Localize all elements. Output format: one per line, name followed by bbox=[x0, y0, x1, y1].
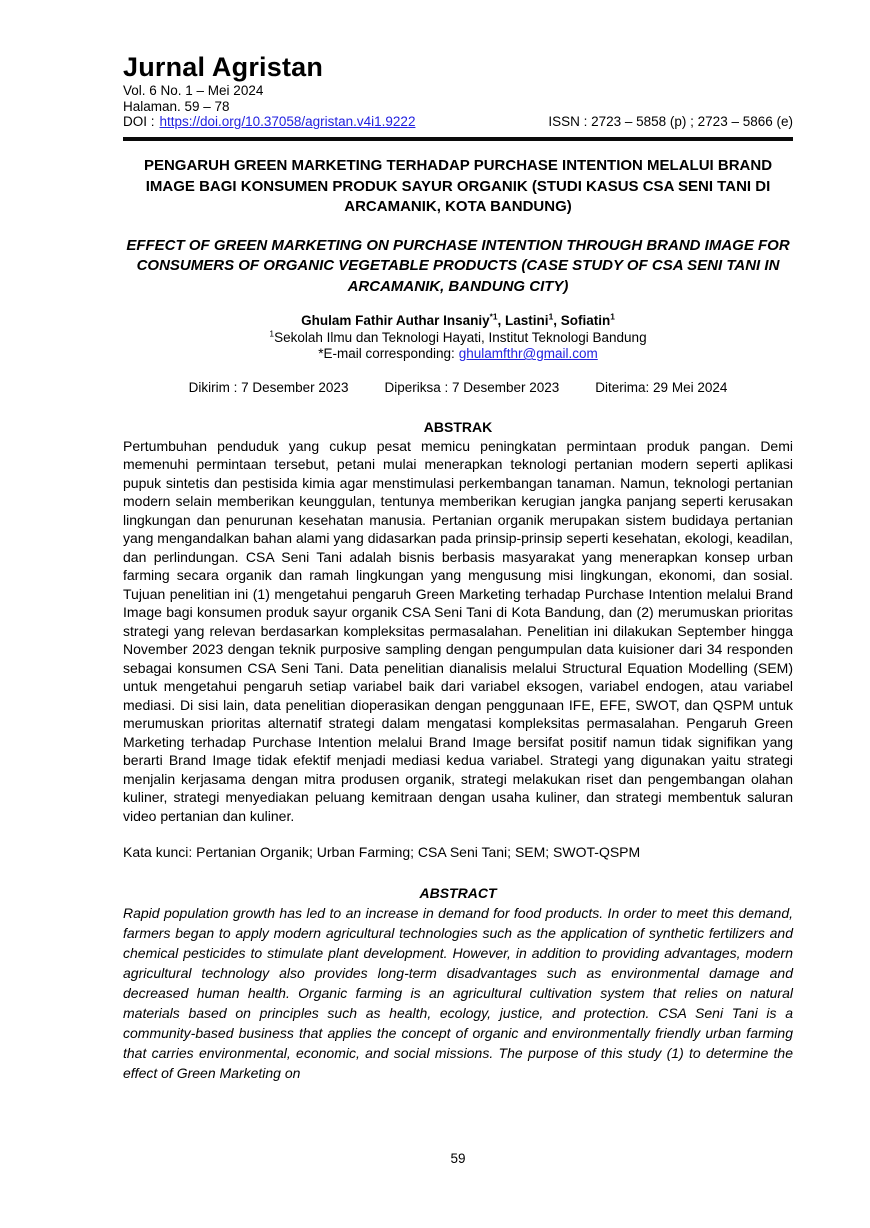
page-range-line: Halaman. 59 – 78 bbox=[123, 98, 230, 114]
email-label: *E-mail corresponding: bbox=[318, 346, 455, 362]
article-dates-row bbox=[123, 380, 793, 396]
date-reviewed: Diperiksa : 7 Desember 2023 bbox=[384, 379, 560, 395]
author-separator: , bbox=[497, 313, 506, 329]
author-separator: , bbox=[553, 313, 561, 329]
date-submitted: Dikirim : 7 Desember 2023 bbox=[188, 379, 349, 395]
author-affiliation-marker: *1 bbox=[489, 311, 498, 322]
corresponding-email-line bbox=[123, 346, 793, 363]
affiliation-text: Sekolah Ilmu dan Teknologi Hayati, Institut Teknologi Bandung bbox=[274, 329, 647, 345]
author-name: Lastini bbox=[505, 313, 549, 329]
keywords-line: Kata kunci: Pertanian Organik; Urban Farming; CSA Seni Tani; SEM; SWOT-QSPM bbox=[123, 844, 641, 861]
author-affiliation-marker: 1 bbox=[548, 311, 554, 322]
abstrak-body: Pertumbuhan penduduk yang cukup pesat memicu peningkatan permintaan produk pangan. Demi memenuhi permintaan tersebut, petani mulai menerapkan teknologi pertanian modern seperti aplikasi pupuk sintetis dan pestisida kimia agar menstimulasi perkembangan tanaman. Namun, teknologi pertanian modern selain memberikan keunggulan, tentunya memberikan kerugian jangka panjang seperti kerusakan lingkungan dan penurunan kesehatan manusia. Pertanian organik merupakan sistem budidaya pertanian yang mengandalkan bahan alami yang didasarkan pada prinsip-prinsip seperti kesehatan, ekologi, keadilan, dan perlindungan. CSA Seni Tani adalah bisnis berbasis masyarakat yang menerapkan konsep urban farming secara organik dan ramah lingkungan yang mengusung misi lingkungan, ekonomi, dan sosial. Tujuan penelitian ini (1) mengetahui pengaruh Green Marketing terhadap Purchase Intention melalui Brand Image bagi konsumen produk sayur organik CSA Seni Tani di Kota Bandung, dan (2) merumuskan prioritas strategi yang relevan berdasarkan kompleksitas permasalahan. Penelitian ini dilakukan September hingga November 2023 dengan teknik purposive sampling dengan pengumpulan data kuisioner dari 34 responden sebagai konsumen CSA Seni Tani. Data penelitian dianalisis melalui Structural Equation Modelling (SEM) untuk mengetahui pengaruh setiap variabel baik dari variabel eksogen, variabel endogen, atau variabel mediasi. Di sisi lain, data penelitian dioperasikan dengan penggunaan IFE, EFE, SWOT, dan QSPM untuk merumuskan prioritas alternatif strategi dalam mengatasi kompleksitas permasalahan. Pengaruh Green Marketing terhadap Purchase Intention melalui Brand Image bersifat positif namun tidak signifikan yang berarti Brand Image tidak efektif menjadi mediasi kedua variabel. Strategi yang digunakan yaitu strategi menjalin kerjasama dengan mitra produsen organik, strategi melakukan riset dan pengembangan olahan kuliner, strategi menyediakan peluang kemitraan dengan usaha kuliner, dan strategi membentuk saluran video pertanian dan kuliner. bbox=[123, 437, 793, 824]
article-title-english: EFFECT OF GREEN MARKETING ON PURCHASE INTENTION THROUGH BRAND IMAGE FOR CONSUMERS OF ORGANIC VEGETABLE PRODUCTS (CASE STUDY OF CSA SENI TANI IN ARCAMANIK, BANDUNG CITY) bbox=[126, 236, 790, 295]
journal-title: Jurnal Agristan bbox=[123, 52, 324, 82]
author-name: Ghulam Fathir Authar Insaniy bbox=[301, 313, 490, 329]
issn-line: ISSN : 2723 – 5858 (p) ; 2723 – 5866 (e) bbox=[548, 114, 793, 130]
affiliation-marker: 1 bbox=[269, 328, 275, 339]
doi-label: DOI : bbox=[123, 114, 155, 130]
doi-issn-row bbox=[123, 114, 793, 130]
page-number: 59 bbox=[450, 1151, 466, 1166]
journal-header bbox=[123, 52, 793, 141]
doi-link[interactable]: https://doi.org/10.37058/agristan.v4i1.9222 bbox=[159, 114, 416, 130]
date-accepted: Diterima: 29 Mei 2024 bbox=[595, 379, 728, 395]
article-title-indonesian: PENGARUH GREEN MARKETING TERHADAP PURCHASE INTENTION MELALUI BRAND IMAGE BAGI KONSUMEN PRODUK SAYUR ORGANIK (STUDI KASUS CSA SENI TANI DI ARCAMANIK, KOTA BANDUNG) bbox=[143, 157, 773, 216]
abstract-heading: ABSTRACT bbox=[419, 884, 497, 901]
author-affiliation-marker: 1 bbox=[610, 311, 615, 322]
affiliation-line bbox=[123, 330, 793, 347]
authors-line bbox=[123, 313, 793, 330]
abstract-body: Rapid population growth has led to an increase in demand for food products. In order to meet this demand, farmers began to apply modern agricultural technologies such as the application of synthetic fertilizers and chemical pesticides to stimulate plant development. However, in addition to providing advantages, modern agricultural technology also provides long-term disadvantages such as environmental damage and decreased human health. Organic farming is an agricultural cultivation system that relies on natural materials based on principles such as health, ecology, justice, and protection. CSA Seni Tani is a community-based business that applies the concept of organic and environmentally friendly urban farming that carries environmental, economic, and social missions. The purpose of this study (1) to determine the effect of Green Marketing on bbox=[123, 904, 793, 1081]
doi-line bbox=[123, 114, 415, 130]
author-name: Sofiatin bbox=[560, 313, 611, 329]
volume-issue-line: Vol. 6 No. 1 – Mei 2024 bbox=[123, 83, 264, 99]
header-divider bbox=[123, 137, 793, 141]
email-link[interactable]: ghulamfthr@gmail.com bbox=[458, 346, 598, 362]
abstrak-heading: ABSTRAK bbox=[423, 418, 493, 435]
